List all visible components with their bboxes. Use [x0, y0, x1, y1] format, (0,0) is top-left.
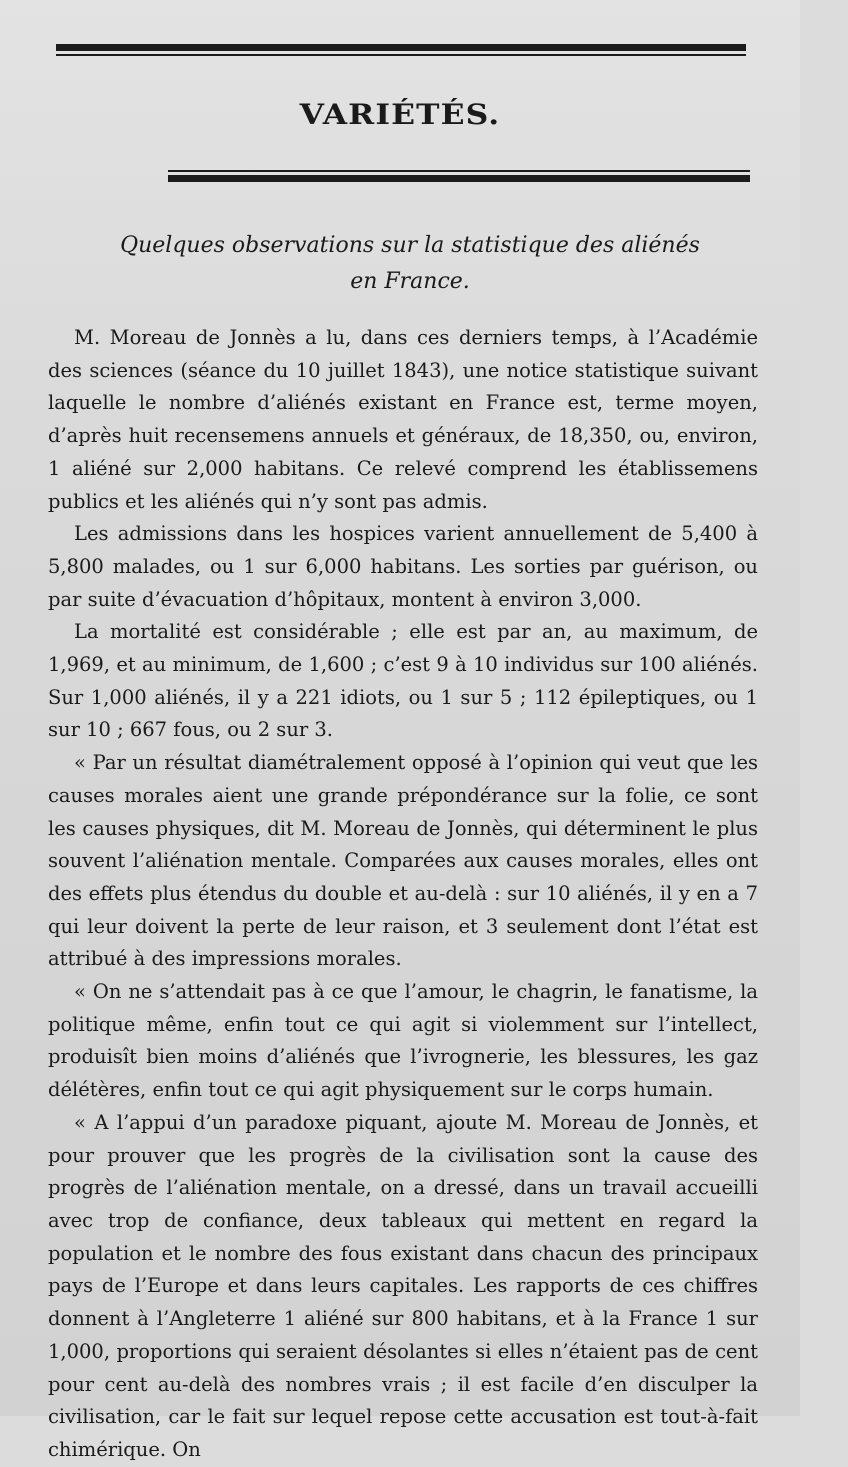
paragraph-2: Les admissions dans les hospices varient annuellement de 5,400 à 5,800 malades, ou 1 sur 6,000 habitans. Les sorties par guérison, ou par suite d’évacuation d’hôpitaux, montent à environ 3,000. [48, 522, 758, 611]
paragraph-6: « A l’appui d’un paradoxe piquant, ajoute M. Moreau de Jonnès, et pour prouver que les progrès de la civilisation sont la cause des progrès de l’aliénation mentale, on a dressé, dans un travail accueilli avec trop de confiance, deux tableaux qui mettent en regard la population et le nombre des fous existant dans chacun des principaux pays de l’Europe et dans leurs capitales. Les rapports de ces chiffres donnent à l’Angleterre 1 aliéné sur 800 habitans, et à la France 1 sur 1,000, proportions qui seraient désolantes si elles n’étaient pas de cent pour cent au-delà des nombres vrais ; il est facile d’en disculper la civilisation, car le fait sur lequel repose cette accusation est tout-à-fait chimérique. On [48, 1110, 758, 1461]
article-body [48, 322, 758, 1467]
section-title: VARIÉTÉS. [299, 98, 501, 131]
rule-thick-line [56, 44, 746, 51]
rule-thin-line [56, 54, 746, 56]
paragraph-3: La mortalité est considérable ; elle est par an, au maximum, de 1,969, et au minimum, de 1,600 ; c’est 9 à 10 individus sur 100 aliénés. Sur 1,000 aliénés, il y a 221 idiots, ou 1 sur 5 ; 112 épileptiques, ou 1 sur 10 ; 667 fous, ou 2 sur 3. [48, 620, 758, 742]
article-title [60, 228, 760, 300]
paragraph-4: « Par un résultat diamétralement opposé à l’opinion qui veut que les causes morales aient une grande prépondérance sur la folie, ce sont les causes physiques, dit M. Moreau de Jonnès, qui déterminent le plus souvent l’aliénation mentale. Comparées aux causes morales, elles ont des effets plus étendus du double et au-delà : sur 10 aliénés, il y en a 7 qui leur doivent la perte de leur raison, et 3 seulement dont l’état est attribué à des impressions morales. [48, 751, 758, 971]
article-title-line-1: Quelques observations sur la statistique des aliénés [120, 233, 700, 258]
rule-thick-line [168, 175, 750, 182]
section-double-rule [168, 170, 750, 184]
article-title-line-2: en France. [350, 269, 470, 294]
paragraph-5: « On ne s’attendait pas à ce que l’amour, le chagrin, le fanatisme, la politique même, enfin tout ce qui agit si violemment sur l’intellect, produisît bien moins d’aliénés que l’ivrognerie, les blessures, les gaz délétères, enfin tout ce qui agit physiquement sur le corps humain. [48, 980, 758, 1102]
paragraph-1: M. Moreau de Jonnès a lu, dans ces derniers temps, à l’Académie des sciences (séance du 10 juillet 1843), une notice statistique suivant laquelle le nombre d’aliénés existant en France est, terme moyen, d’après huit recensemens annuels et généraux, de 18,350, ou, environ, 1 aliéné sur 2,000 habitans. Ce relevé comprend les établissemens publics et les aliénés qui n’y sont pas admis. [48, 326, 758, 513]
top-double-rule [56, 44, 746, 56]
rule-thin-line [168, 170, 750, 172]
